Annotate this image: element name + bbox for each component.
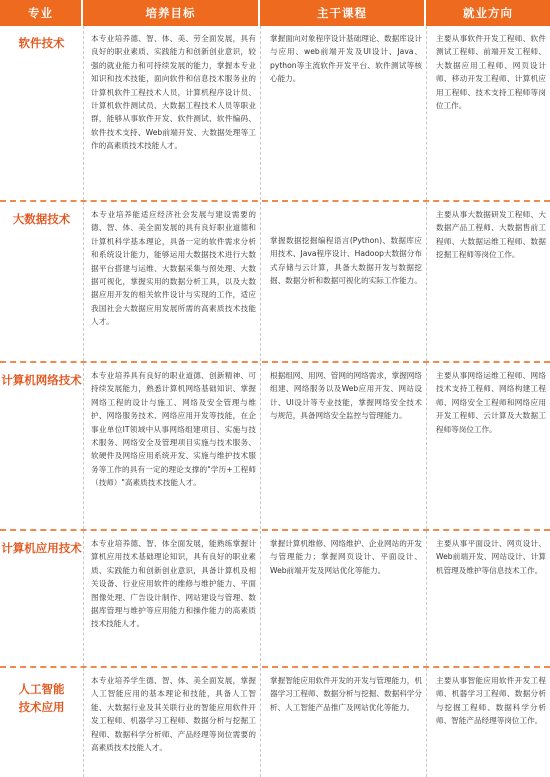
table-row	[0, 363, 550, 529]
major-name: 大数据技术	[12, 212, 71, 226]
career-direction: 主要从事智能应用软件开发工程师、机器学习工程师、数据分析与挖掘工程师、数据科学分析师、智能产品经理等岗位工作。	[436, 676, 546, 726]
table-row	[0, 26, 550, 200]
training-goal: 本专业培养学生德、智、体、美全面发展，掌握人工智能应用的基本理论和技能，具备人工智能、大数据行业及其关联行业的智能应用软件开发工程师、机器学习工程师、数据分析与挖掘工程师、数据科学分析师、产品经理等岗位需要的高素质技术技能人才。	[91, 676, 256, 753]
main-courses: 掌握智能应用软件开发的开发与管理能力，机器学习工程师、数据分析与挖掘、数据科学分析、人工智能产品推广及网站优化等能力。	[270, 676, 422, 712]
main-courses: 掌握计算机维修、网络维护、企业网站的开发与管理能力；掌握网页设计、平面设计、Web前端开发及网站优化等能力。	[270, 539, 422, 575]
training-goal: 本专业培养德、智、体、美、劳全面发展，具有良好的职业素质、实践能力和创新创业意识，较强的就业能力和可持续发展的能力，掌握本专业知识和技术技能，面向软件和信息技术服务业的计算机软件工程技术人员，计算机程序设计员、计算机软件测试员、大数据工程技术人员等职业群，能够从事软件开发、软件测试、软件编码、软件技术支持、Web前端开发、大数据处理等工作的高素质技术技能人才。	[91, 34, 256, 151]
table-row	[0, 668, 550, 777]
main-courses: 掌握数据挖掘编程语言(Python)、数据库应用技术、Java程序设计、Hadoop大数据分布式存储与云计算，具备大数据开发与数据挖掘、数据分析和数据可视化的实际工作能力。	[270, 236, 422, 286]
table-header	[0, 0, 550, 26]
header-major: 专业	[0, 0, 83, 26]
major-name: 计算机网络技术	[1, 373, 82, 387]
major-name: 计算机应用技术	[1, 541, 82, 555]
main-courses: 根据组网、用网、管网的网络需求，掌握网络组建、网络服务以及Web应用开发、网站设计、UI设计等专业技能，掌握网络安全技术与规范，具备网络安全监控与管理能力。	[270, 371, 422, 421]
major-name: 软件技术	[18, 36, 65, 50]
table-row	[0, 202, 550, 361]
header-courses: 主干课程	[260, 0, 426, 26]
career-direction: 主要从事大数据研发工程师、大数据产品工程师、大数据售前工程师、大数据运维工程师、数据挖掘工程师等岗位工作。	[436, 210, 546, 260]
header-jobs: 就业方向	[426, 0, 550, 26]
career-direction: 主要从事平面设计、网页设计、Web前端开发、网站设计、计算机管理及维护等信息技术工作。	[436, 539, 546, 575]
training-goal: 本专业培养能适应经济社会发展与建设需要的德、智、体、美全面发展的具有良好职业道德和计算机科学基本理论，具备一定的软件需求分析和系统设计能力，能够运用大数据技术进行大数据平台搭建与运维、大数据采集与预处理、大数据可视化，掌握实用的数据分析工具，以及大数据应用开发的相关软件设计与实现的工作，适应我国社会大数据应用发展所需的高素质技术技能人才。	[91, 210, 256, 327]
header-goal: 培养目标	[83, 0, 260, 26]
career-direction: 主要从事软件开发工程师、软件测试工程师、前端开发工程师、大数据应用工程师、网页设计师、移动开发工程师、计算机应用工程师、技术支持工程师等岗位工作。	[436, 34, 546, 111]
career-direction: 主要从事网络运维工程师、网络技术支持工程师、网络构建工程师、网络安全工程师和网络应用开发工程师、云计算及大数据工程师等岗位工作。	[436, 371, 546, 434]
major-name: 人工智能技术应用	[18, 682, 65, 714]
main-courses: 掌握面向对象程序设计基础理论、数据库设计与应用、web前端开发及UI设计、Java、python等主流软件开发平台、软件测试等核心能力。	[270, 34, 422, 84]
training-goal: 本专业培养德、智、体全面发展，能熟练掌握计算机应用技术基础理论知识，具有良好的职业素质、实践能力和创新创业意识，具备计算机及相关设备、行业应用软件的维修与维护能力、平面图像处理、广告设计制作、网站建设与管理、数据库管理与维护等应用能力和操作能力的高素质技术技能人才。	[91, 539, 256, 629]
table-row	[0, 531, 550, 666]
training-goal: 本专业培养具有良好的职业道德、创新精神、可持续发展能力，熟悉计算机网络基础知识、掌握网络工程的设计与施工、网络及安全管理与维护、网络服务技术、网络应用开发等技能，在企事业单位IT领域中从事网络组建项目、实施与技术服务、网络安全及管理项目实施与技术服务、软硬件及网络应用系统开发、实施与维护技术服务等工作的具有一定的理论支撑的"学历+工程师（技师）"高素质技术技能人才。	[91, 371, 256, 488]
